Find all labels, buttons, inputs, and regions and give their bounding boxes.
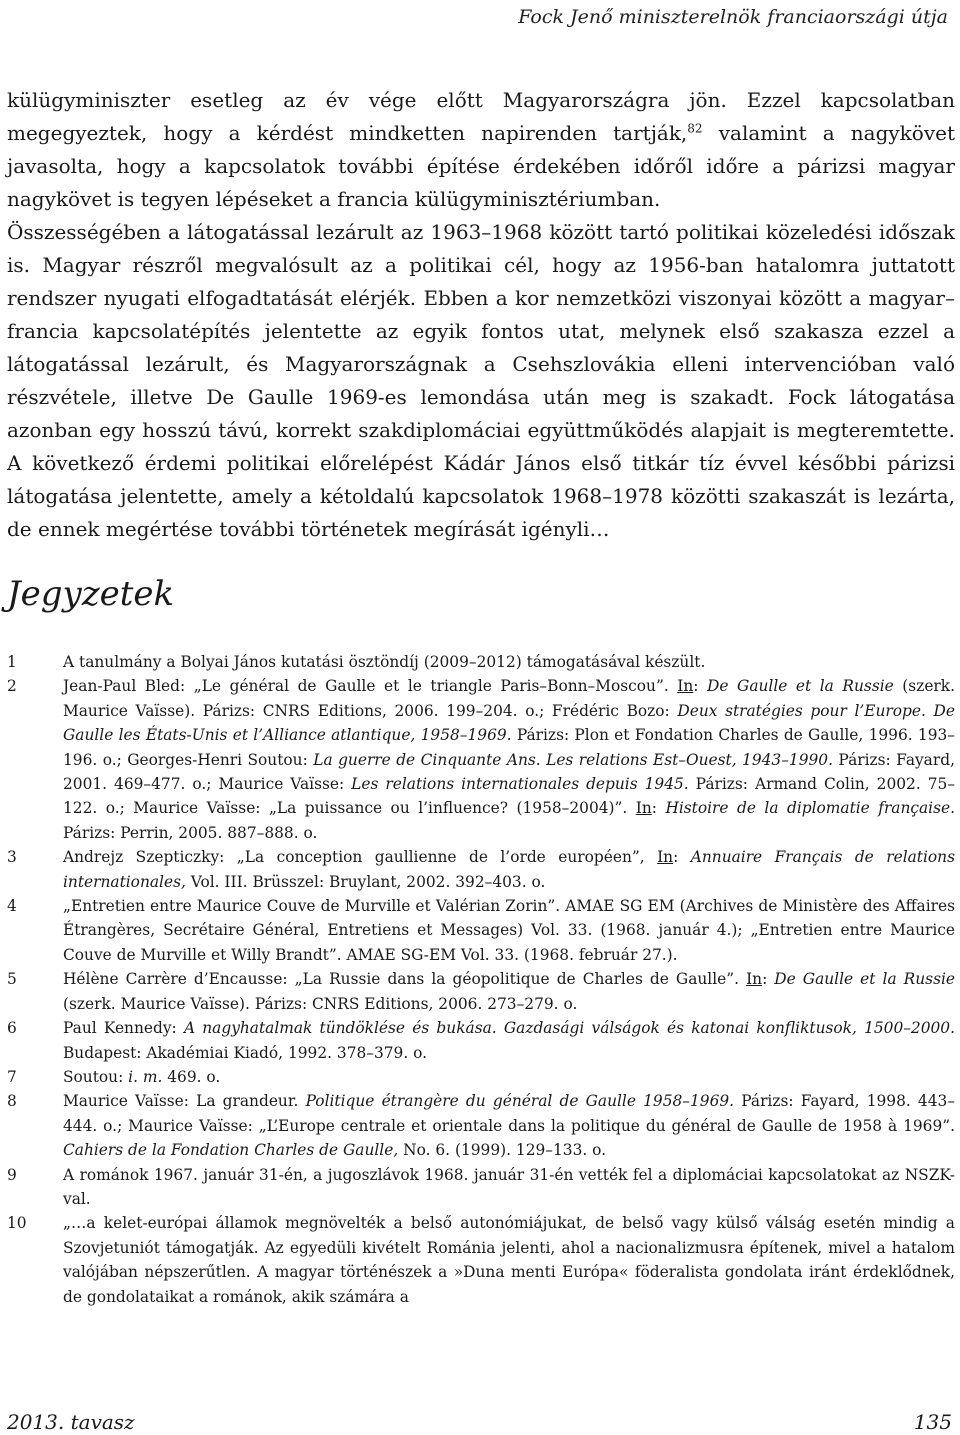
note-text: Hélène Carrère d’Encausse: „La Russie dans la géopolitique de Charles de Gaulle”. In: De Gaulle et la Russie (szerk. Maurice Vaïsse). Párizs: CNRS Editions, 2006. 273–279. o. <box>63 970 955 1013</box>
note-number: 7 <box>7 1067 17 1086</box>
paragraph: külügyminiszter esetleg az év vége előtt Magyarországra jön. Ezzel kapcsolatban megegyeztek, hogy a kérdést mindketten napirenden tartják,$^{82}$ valamint a nagykövet javasolta, hogy a kapcsolatok további építése érdekében időről időre a párizsi magyar nagykövet is tegyen lépéseket a francia külügyminisztériumban. <box>7 88 955 211</box>
note-item <box>7 894 955 967</box>
note-item <box>7 1089 955 1162</box>
note-number: 1 <box>7 653 17 671</box>
body-text <box>7 84 955 546</box>
note-text: „Entretien entre Maurice Couve de Murville et Valérian Zorin”. AMAE SG EM (Archives de Ministère des Affaires Étrangères, Secrétaire Général, Entretiens et Messages) Vol. 33. (1968. január 4.); „Entretien entre Maurice Couve de Murville et Willy Brandt”. AMAE SG-EM Vol. 33. (1968. február 27.). <box>63 897 955 964</box>
note-text: A tanulmány a Bolyai János kutatási ösztöndíj (2009–2012) támogatásával készült. <box>63 653 706 671</box>
note-text: Jean-Paul Bled: „Le général de Gaulle et le triangle Paris–Bonn–Moscou”. In: De Gaulle et la Russie (szerk. Maurice Vaïsse). Párizs: CNRS Editions, 2006. 199–204. o.; Frédéric Bozo: Deux stratégies pour l’Europe. De Gaulle les États-Unis et l’Alliance atlantique, 1958–1969. Párizs: Plon et Fondation Charles de Gaulle, 1996. 193–196. o.; Georges-Henri Soutou: La guerre de Cinquante Ans. Les relations Est–Ouest, 1943–1990. Párizs: Fayard, 2001. 469–477. o.; Maurice Vaïsse: Les relations internationales depuis 1945. Párizs: Armand Colin, 2002. 75–122. o.; Maurice Vaïsse: „La puissance ou l’influence? (1958–2004)”. In: Histoire de la diplomatie française. Párizs: Perrin, 2005. 887–888. o. <box>63 677 956 842</box>
note-item <box>7 1163 955 1212</box>
note-text: Soutou: i. m. 469. o. <box>63 1067 221 1086</box>
note-item <box>7 1016 955 1065</box>
note-number: 6 <box>7 1019 17 1038</box>
note-text: Maurice Vaïsse: La grandeur. Politique étrangère du général de Gaulle 1958–1969. Párizs: Fayard, 1998. 443–444. o.; Maurice Vaïsse: „L’Europe centrale et orientale dans la politique du général de Gaulle de 1958 à 1969”. Cahiers de la Fondation Charles de Gaulle, No. 6. (1999). 129–133. o. <box>63 1092 955 1160</box>
note-number: 9 <box>7 1165 17 1184</box>
paragraph: Összességében a látogatással lezárult az 1963–1968 között tartó politikai közeledési időszak is. Magyar részről megvalósult az a politikai cél, hogy az 1956-ban hatalomra juttatott rendszer nyugati elfogadtatását elérjék. Ebben a kor nemzetközi viszonyai között a magyar–francia kapcsolatépítés jelentette az egyik fontos utat, melynek első szakasza ezzel a látogatással lezárult, és Magyarországnak a Csehszlovákia elleni intervencióban való részvétele, illetve De Gaulle 1969-es lemondása után meg is szakadt. Fock látogatása azonban egy hosszú távú, korrekt szakdiplomáciai együttműködés alapjait is megteremtette. A következő érdemi politikai előrelépést Kádár János első titkár tíz évvel későbbi párizsi látogatása jelentette, amely a kétoldalú kapcsolatok 1968–1978 közötti szakaszát is lezárta, de ennek megértése további történetek megírását igényli… <box>7 220 955 541</box>
running-head: Fock Jenő miniszterelnök franciaországi útja <box>518 6 948 28</box>
notes-heading: Jegyzetek <box>7 574 175 614</box>
note-text: Andrejz Szepticzky: „La conception gaullienne de l’orde européen”, In: Annuaire Français de relations internationales, Vol. III. Brüsszel: Bruylant, 2002. 392–403. o. <box>63 848 955 891</box>
note-item <box>7 674 955 845</box>
note-item <box>7 1065 955 1089</box>
note-text: Paul Kennedy: A nagyhatalmak tündöklése és bukása. Gazdasági válságok és katonai konfliktusok, 1500–2000. Budapest: Akadémiai Kiadó, 1992. 378–379. o. <box>63 1019 955 1062</box>
note-number: 8 <box>7 1092 17 1111</box>
footnote-ref[interactable]: 82 <box>687 121 703 136</box>
notes-list <box>7 650 955 1309</box>
note-text: „…a kelet-európai államok megnövelték a belső autonómiájukat, de belső vagy külső válság esetén mindig a Szovjetuniót támogatják. Az egyedüli kivételt Románia jelenti, ahol a nacionalizmusra építenek, mivel a hatalom valójában népszerűtlen. A magyar történészek a »Duna menti Európa« föderalista gondolata iránt érdeklődnek, de gondolataikat a románok, akik számára a <box>63 1214 955 1306</box>
note-number: 5 <box>7 970 17 989</box>
issue-label: 2013. tavasz <box>7 1410 135 1434</box>
note-text: A románok 1967. január 31-én, a jugoszlávok 1968. január 31-én vették fel a diplomáciai kapcsolatokat az NSZK-val. <box>63 1165 955 1208</box>
note-item <box>7 845 955 894</box>
note-number: 4 <box>7 897 17 916</box>
note-item <box>7 967 955 1016</box>
note-item <box>7 1211 955 1309</box>
note-number: 3 <box>7 848 17 867</box>
note-item <box>7 650 955 674</box>
note-number: 2 <box>7 677 17 696</box>
page-number: 135 <box>913 1410 952 1434</box>
note-number: 10 <box>7 1214 27 1233</box>
